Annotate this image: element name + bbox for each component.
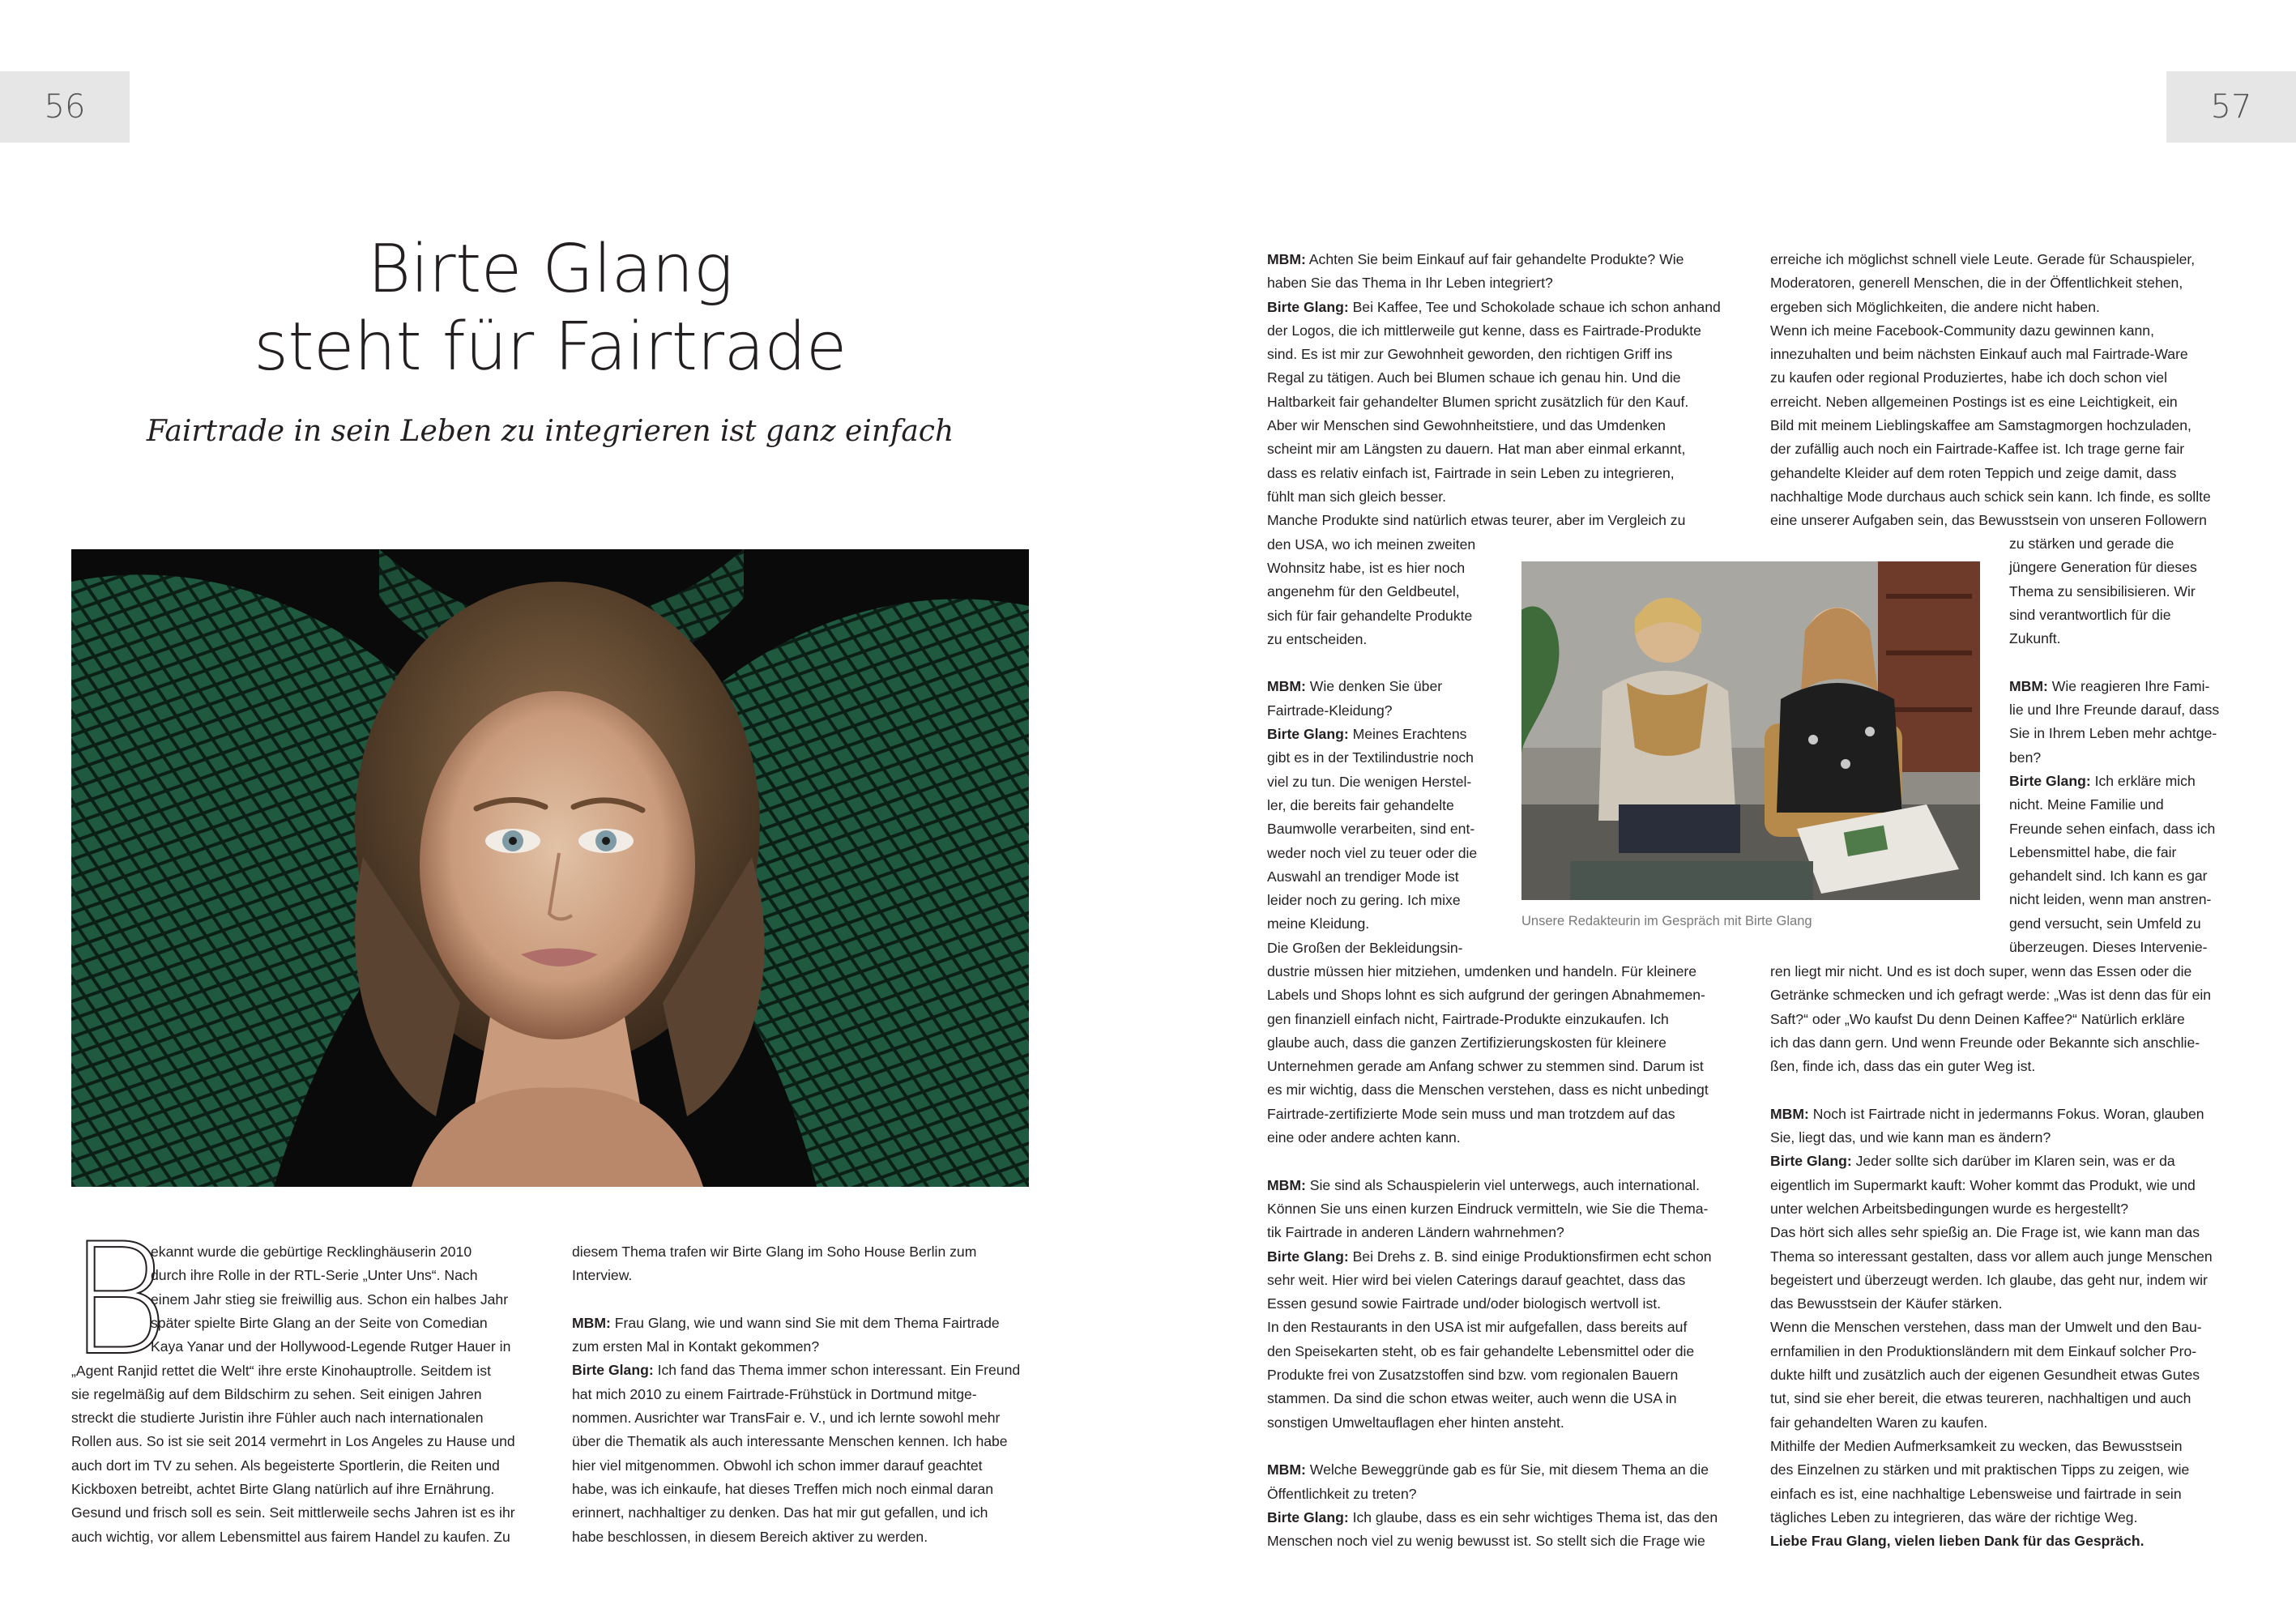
- text-line: Rollen aus. So ist sie seit 2014 vermehrt in Los Angeles zu Hause und: [71, 1433, 515, 1450]
- text-line: Wenn ich meine Facebook-Community dazu gewinnen kann,: [1770, 322, 2154, 339]
- text-line: den Speisekarten steht, ob es fair gehandelte Lebensmittel oder die: [1267, 1342, 1695, 1359]
- text-line: dass es relativ einfach ist, Fairtrade in sein Leben zu integrieren,: [1267, 464, 1675, 481]
- text-line: überzeugen. Dieses Intervenie-: [2009, 939, 2208, 956]
- column-4-top: [1770, 248, 2211, 533]
- text-span: Bei Kaffee, Tee und Schokolade schaue ich schon anhand: [1348, 298, 1721, 315]
- text-line: gend versucht, sein Umfeld zu: [2009, 915, 2201, 932]
- text-line: sie regelmäßig auf dem Bildschirm zu sehen. Seit einigen Jahren: [71, 1385, 482, 1402]
- article-subtitle: Fairtrade in sein Leben zu integrieren ist ganz einfach: [146, 415, 954, 448]
- text-line: tut, sind sie eher bereit, die etwas teureren, nachhaltigen und auch: [1770, 1390, 2191, 1407]
- text-span: Welche Beweggründe gab es für Sie, mit diesem Thema an die: [1305, 1461, 1709, 1478]
- text-line: hier viel mitgenommen. Obwohl ich schon immer darauf geachtet: [572, 1457, 983, 1474]
- text-line: Haltbarkeit fair gehandelter Blumen spricht zusätzlich für den Kauf.: [1267, 393, 1689, 410]
- text-line: fühlt man sich gleich besser.: [1267, 488, 1447, 505]
- text-span: Meines Erachtens: [1348, 726, 1467, 743]
- text-line: hat mich 2010 zu einem Fairtrade-Frühstück in Dortmund mitge-: [572, 1385, 977, 1402]
- text-line: zu kaufen oder regional Produziertes, habe ich doch schon viel: [1770, 369, 2167, 386]
- interviewer-label: MBM:: [2009, 677, 2048, 694]
- text-line: sehr weit. Hier wird bei vielen Caterings darauf geachtet, dass das: [1267, 1271, 1686, 1288]
- text-line: ßen, finde ich, dass das ein guter Weg ist.: [1770, 1058, 2036, 1075]
- text-line: ich das dann gern. Und wenn Freunde oder Bekannte sich anschlie-: [1770, 1034, 2200, 1051]
- text-line: Regal zu tätigen. Auch bei Blumen schaue ich genau hin. Und die: [1267, 369, 1681, 386]
- text-line: einfach es ist, eine nachhaltige Lebensweise und fairtrade in sein: [1770, 1485, 2182, 1502]
- text-line: Unternehmen gerade am Anfang schwer zu stemmen sind. Darum ist: [1267, 1058, 1704, 1075]
- text-line: einem Jahr stieg sie freiwillig aus. Schon ein halbes Jahr: [151, 1291, 509, 1308]
- text-span: Bei Drehs z. B. sind einige Produktionsfirmen echt schon: [1348, 1248, 1712, 1265]
- answer-line: [572, 1359, 1020, 1382]
- question-line: [2009, 675, 2219, 698]
- question-line: [1267, 248, 1721, 271]
- text-line: viel zu tun. Die wenigen Herstel-: [1267, 773, 1472, 790]
- text-line: streckt die studierte Juristin ihre Fühler auch nach internationalen: [71, 1410, 484, 1427]
- text-span: Achten Sie beim Einkauf auf fair gehandelte Produkte? Wie: [1305, 251, 1684, 267]
- text-line: sind. Es ist mir zur Gewohnheit geworden, den richtigen Griff ins: [1267, 346, 1673, 363]
- text-line: erinnert, nachhaltiger zu denken. Das hat mir gut gefallen, und ich: [572, 1504, 988, 1521]
- column-4-bottom: [1770, 960, 2213, 1553]
- text-span: Ich erkläre mich: [2090, 772, 2196, 789]
- text-line: „Agent Ranjid rettet die Welt“ ihre erste Kinohauptrolle. Seitdem ist: [71, 1362, 491, 1379]
- column-1-body: [71, 1359, 515, 1549]
- text-line: Kickboxen betreibt, achtet Birte Glang natürlich auf ihre Ernährung.: [71, 1480, 495, 1497]
- text-line: Thema zu sensibilisieren. Wir: [2009, 582, 2196, 599]
- text-line: durch ihre Rolle in der RTL-Serie „Unter Uns“. Nach: [151, 1267, 478, 1284]
- text-line: zum ersten Mal in Kontakt gekommen?: [572, 1338, 820, 1355]
- text-line: Labels und Shops lohnt es sich aufgrund der geringen Abnahmemen-: [1267, 987, 1705, 1004]
- page-number-left: 56: [0, 71, 130, 143]
- text-line: haben Sie das Thema in Ihr Leben integriert?: [1267, 275, 1553, 292]
- text-line: gehandelt sind. Ich kann es gar: [2009, 868, 2208, 885]
- text-line: tägliches Leben zu integrieren, das wäre der richtige Weg.: [1770, 1508, 2138, 1525]
- column-2: [572, 1240, 1020, 1549]
- text-line: eine oder andere achten kann.: [1267, 1129, 1461, 1146]
- article-title-line-1: Birte Glang: [367, 231, 733, 308]
- text-line: Fairtrade-zertifizierte Mode sein muss und man trotzdem auf das: [1267, 1105, 1675, 1122]
- text-line: den USA, wo ich meinen zweiten: [1267, 535, 1476, 553]
- text-line: zu stärken und gerade die: [2009, 535, 2174, 552]
- text-line: ben?: [2009, 749, 2042, 766]
- question-line: [1267, 1458, 1718, 1482]
- text-line: Interview.: [572, 1267, 633, 1284]
- text-line: In den Restaurants in den USA ist mir aufgefallen, dass bereits auf: [1267, 1319, 1688, 1336]
- text-line: fair gehandelten Waren zu kaufen.: [1770, 1414, 1988, 1431]
- text-line: Thema so interessant gestalten, dass vor allem auch junge Menschen: [1770, 1248, 2213, 1265]
- text-line: sind verantwortlich für die: [2009, 606, 2171, 623]
- text-line: habe beschlossen, in diesem Bereich aktiver zu werden.: [572, 1528, 928, 1545]
- text-line: innezuhalten und beim nächsten Einkauf auch mal Fairtrade-Ware: [1770, 346, 2188, 363]
- text-line: über die Thematik als auch interessante Menschen kennen. Ich habe: [572, 1433, 1008, 1450]
- text-span: Ich fand das Thema immer schon interessant. Ein Freund: [653, 1362, 1021, 1379]
- text-line: Manche Produkte sind natürlich etwas teurer, aber im Vergleich zu: [1267, 512, 1686, 529]
- text-line: der Logos, die ich mittlerweile gut kenne, dass es Fairtrade-Produkte: [1267, 322, 1701, 339]
- text-span: Wie denken Sie über: [1305, 678, 1443, 695]
- text-line: dukte hilft und zusätzlich auch der eigenen Gesundheit etwas Gutes: [1770, 1367, 2200, 1384]
- text-line: das Bewusstsein der Käufer stärken.: [1770, 1295, 2003, 1312]
- interviewee-label: Birte Glang:: [1267, 726, 1349, 743]
- text-line: Auswahl an trendiger Mode ist: [1267, 868, 1459, 885]
- text-line: auch dort im TV zu sehen. Als begeisterte Sportlerin, die Reiten und: [71, 1457, 500, 1474]
- text-span: Wie reagieren Ihre Fami-: [2047, 677, 2210, 694]
- answer-line: [1770, 1150, 2213, 1173]
- text-line: gibt es in der Textilindustrie noch: [1267, 749, 1474, 766]
- closing-line: [1770, 1530, 2213, 1553]
- text-line: Baumwolle verarbeiten, sind ent-: [1267, 821, 1475, 838]
- text-line: Produkte frei von Zusatzstoffen sind bzw. vom regionalen Bauern: [1267, 1367, 1679, 1384]
- interviewee-label: Birte Glang:: [1770, 1153, 1852, 1170]
- question-line: [1770, 1103, 2213, 1126]
- text-line: sich für fair gehandelte Produkte: [1267, 607, 1473, 624]
- text-line: Lebensmittel habe, die fair: [2009, 843, 2177, 860]
- answer-line: [1267, 296, 1721, 319]
- column-3-bottom: [1267, 960, 1718, 1553]
- text-line: meine Kleidung.: [1267, 915, 1370, 932]
- interviewer-label: MBM:: [572, 1314, 611, 1331]
- answer-line: [1267, 723, 1477, 746]
- portrait-photo: [71, 549, 1029, 1187]
- column-4-narrow: [2009, 532, 2219, 959]
- question-line: [1267, 675, 1477, 698]
- closing-thanks: Liebe Frau Glang, vielen lieben Dank für das Gespräch.: [1770, 1533, 2144, 1550]
- article-title: [71, 231, 1029, 386]
- text-line: Wohnsitz habe, ist es hier noch: [1267, 560, 1466, 576]
- question-line: [1267, 1174, 1718, 1197]
- column-1-indented: [151, 1240, 510, 1359]
- text-span: Noch ist Fairtrade nicht in jedermanns Fokus. Woran, glauben: [1808, 1105, 2204, 1122]
- text-line: begeistert und überzeugt werden. Ich glaube, das geht nur, indem wir: [1770, 1271, 2208, 1288]
- text-line: eigentlich im Supermarkt kauft: Woher kommt das Produkt, wie und: [1770, 1176, 2196, 1193]
- text-line: Aber wir Menschen sind Gewohnheitstiere, und das Umdenken: [1267, 417, 1666, 434]
- text-line: nicht leiden, wenn man anstren-: [2009, 891, 2212, 908]
- text-line: gen finanziell einfach nicht, Fairtrade-Produkte einzukaufen. Ich: [1267, 1010, 1669, 1027]
- column-3-narrow: [1267, 557, 1477, 960]
- text-line: Moderatoren, generell Menschen, die in der Öffentlichkeit stehen,: [1770, 275, 2183, 292]
- text-line: Können Sie uns einen kurzen Eindruck vermitteln, wie Sie die Thema-: [1267, 1200, 1709, 1217]
- photo-caption: Unsere Redakteurin im Gespräch mit Birte Glang: [1521, 914, 1812, 928]
- interviewer-label: MBM:: [1267, 1461, 1306, 1478]
- interviewer-label: MBM:: [1267, 1176, 1306, 1193]
- text-line: es mir wichtig, dass die Menschen verstehen, dass es nicht unbedingt: [1267, 1082, 1709, 1099]
- text-line: auch wichtig, vor allem Lebensmittel aus fairem Handel zu kaufen. Zu: [71, 1528, 510, 1545]
- answer-line: [1267, 1506, 1718, 1530]
- text-line: erreiche ich möglichst schnell viele Leute. Gerade für Schauspieler,: [1770, 251, 2196, 267]
- text-line: ler, die bereits fair gehandelte: [1267, 796, 1454, 813]
- drop-cap: B: [68, 1210, 169, 1389]
- text-line: Zukunft.: [2009, 630, 2061, 647]
- text-line: Das hört sich alles sehr spießig an. Die Frage ist, wie kann man das: [1770, 1224, 2200, 1241]
- text-line: sonstigen Umweltauflagen eher hinten ansteht.: [1267, 1414, 1564, 1431]
- text-line: eine unserer Aufgaben sein, das Bewusstsein von unseren Followern: [1770, 512, 2207, 529]
- text-line: nachhaltige Mode durchaus auch schick sein kann. Ich finde, es sollte: [1770, 488, 2211, 505]
- text-line: Kaya Yanar und der Hollywood-Legende Rutger Hauer in: [151, 1338, 511, 1355]
- interviewee-label: Birte Glang:: [1267, 1248, 1349, 1265]
- text-line: nicht. Meine Familie und: [2009, 796, 2164, 813]
- text-line: Sie in Ihrem Leben mehr achtge-: [2009, 725, 2217, 742]
- text-line: weder noch viel zu teuer oder die: [1267, 844, 1478, 861]
- text-line: leider noch zu gering. Ich mixe: [1267, 892, 1461, 909]
- interviewee-label: Birte Glang:: [2009, 772, 2091, 789]
- text-span: Ich glaube, dass es ein sehr wichtiges Thema ist, das den: [1348, 1508, 1718, 1525]
- interviewee-label: Birte Glang:: [1267, 298, 1349, 315]
- text-line: ekannt wurde die gebürtige Recklinghäuserin 2010: [151, 1244, 472, 1260]
- text-line: ren liegt mir nicht. Und es ist doch super, wenn das Essen oder die: [1770, 963, 2192, 979]
- text-line: Freunde sehen einfach, dass ich: [2009, 820, 2216, 837]
- text-span: Frau Glang, wie und wann sind Sie mit dem Thema Fairtrade: [610, 1314, 1000, 1331]
- page-number-right: 57: [2166, 71, 2296, 143]
- text-line: tik Fairtrade in anderen Ländern wahrnehmen?: [1267, 1224, 1564, 1241]
- text-line: Mithilfe der Medien Aufmerksamkeit zu wecken, das Bewusstsein: [1770, 1437, 2183, 1454]
- text-line: Sie, liegt das, und wie kann man es ändern?: [1770, 1129, 2051, 1146]
- interviewer-label: MBM:: [1267, 251, 1306, 267]
- text-line: Öffentlichkeit zu treten?: [1267, 1485, 1417, 1502]
- text-line: glaube auch, dass die ganzen Zertifizierungskosten für kleinere: [1267, 1034, 1667, 1051]
- text-line: Getränke schmecken und ich gefragt werde: „Was ist denn das für ein: [1770, 987, 2212, 1004]
- interviewer-label: MBM:: [1770, 1105, 1809, 1122]
- text-line: angenehm für den Geldbeutel,: [1267, 583, 1460, 600]
- text-line: Bild mit meinem Lieblingskaffee am Samstagmorgen hochzuladen,: [1770, 417, 2191, 434]
- text-span: Sie sind als Schauspielerin viel unterwegs, auch international.: [1305, 1176, 1700, 1193]
- text-line: gehandelte Kleider auf dem roten Teppich und zeige damit, dass: [1770, 464, 2177, 481]
- text-line: Die Großen der Bekleidungsin-: [1267, 939, 1463, 956]
- text-line: der zufällig auch noch ein Fairtrade-Kaffee ist. Ich trage gerne fair: [1770, 441, 2185, 458]
- text-line: dustrie müssen hier mitziehen, umdenken und handeln. Für kleinere: [1267, 963, 1697, 979]
- text-line: ernfamilien in den Produktionsländern mit dem Einkauf solcher Pro-: [1770, 1342, 2197, 1359]
- question-line: [572, 1312, 1020, 1335]
- text-line: stammen. Da sind die schon etwas weiter, auch wenn die USA in: [1267, 1390, 1677, 1407]
- text-line: Menschen noch viel zu wenig bewusst ist. So stellt sich die Frage wie: [1267, 1533, 1705, 1550]
- column-3-top: [1267, 248, 1721, 557]
- answer-line: [1267, 1245, 1718, 1269]
- article-title-line-2: steht für Fairtrade: [254, 309, 847, 386]
- text-line: Wenn die Menschen verstehen, dass man der Umwelt und den Bau-: [1770, 1319, 2202, 1336]
- interview-illustration: [1521, 561, 1980, 900]
- text-line: Fairtrade-Kleidung?: [1267, 702, 1393, 719]
- text-line: unter welchen Arbeitsbedingungen wurde es hergestellt?: [1770, 1200, 2129, 1217]
- text-line: zu entscheiden.: [1267, 630, 1368, 647]
- text-line: Gesund und frisch soll es sein. Seit mittlerweile sechs Jahren ist es ihr: [71, 1504, 515, 1521]
- text-line: lie und Ihre Freunde darauf, dass: [2009, 702, 2220, 719]
- text-span: Jeder sollte sich darüber im Klaren sein, was er da: [1851, 1153, 2175, 1170]
- answer-line: [2009, 770, 2219, 793]
- interviewee-label: Birte Glang:: [572, 1362, 654, 1379]
- text-line: erreicht. Neben allgemeinen Postings ist es eine Leichtigkeit, ein: [1770, 393, 2178, 410]
- text-line: jüngere Generation für dieses: [2009, 559, 2197, 576]
- interviewee-label: Birte Glang:: [1267, 1508, 1349, 1525]
- interview-photo: [1521, 561, 1980, 900]
- interviewer-label: MBM:: [1267, 678, 1306, 695]
- text-line: Saft?“ oder „Wo kaufst Du denn Deinen Kaffee?“ Natürlich erkläre: [1770, 1010, 2185, 1027]
- text-line: Essen gesund sowie Fairtrade und/oder biologisch wertvoll ist.: [1267, 1295, 1662, 1312]
- text-line: später spielte Birte Glang an der Seite von Comedian: [151, 1314, 488, 1331]
- text-line: habe, was ich einkaufe, hat dieses Treffen mich noch einmal daran: [572, 1480, 993, 1497]
- text-line: scheint mir am Längsten zu dauern. Hat man aber einmal erkannt,: [1267, 441, 1686, 458]
- text-line: des Einzelnen zu stärken und mit praktischen Tipps zu zeigen, wie: [1770, 1461, 2190, 1478]
- text-line: diesem Thema trafen wir Birte Glang im Soho House Berlin zum: [572, 1244, 977, 1260]
- text-line: ergeben sich Möglichkeiten, die andere nicht haben.: [1770, 298, 2100, 315]
- portrait-illustration: [71, 549, 1029, 1187]
- text-line: nommen. Ausrichter war TransFair e. V., und ich lernte sowohl mehr: [572, 1410, 1001, 1427]
